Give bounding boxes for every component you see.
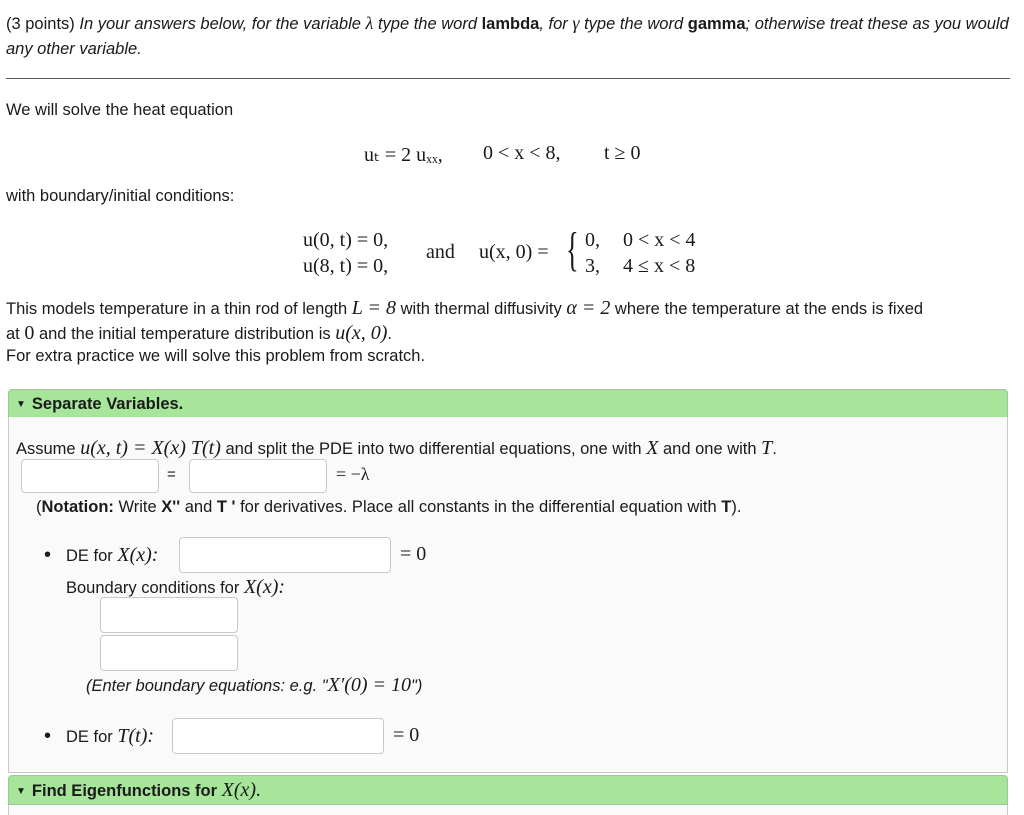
triangle-down-icon: ▼ (16, 399, 26, 410)
de-t-label: DE for T(t): (66, 725, 155, 747)
de-x-input[interactable] (179, 537, 391, 573)
section-eigenfunctions-header[interactable]: ▼ Find Eigenfunctions for X(x). (8, 775, 1008, 805)
bullet-icon: • (44, 544, 52, 566)
bc-input-2[interactable] (100, 635, 238, 671)
neg-lambda: = −λ (336, 464, 370, 484)
de-t-equals-zero: = 0 (393, 724, 420, 746)
bc-label: Boundary conditions for X(x): (66, 576, 286, 598)
boundary-condition-right: u(8, t) = 0, (303, 255, 389, 277)
separation-lhs-input[interactable] (21, 459, 159, 493)
heat-domain: 0 < x < 8, (483, 142, 561, 164)
paragraph-model-line1: This models temperature in a thin rod of length L = 8 with thermal diffusivity α = 2 where the temperature at the ends is fixed (6, 297, 924, 319)
ic-case2-condition: 4 ≤ x < 8 (623, 255, 696, 277)
paragraph-practice: For extra practice we will solve this problem from scratch. (6, 347, 426, 365)
paragraph-heat: We will solve the heat equation (6, 101, 234, 119)
points: (3 points) (6, 15, 75, 33)
de-x-equals-zero: = 0 (400, 543, 427, 565)
divider (6, 78, 1010, 79)
de-t-input[interactable] (172, 718, 384, 754)
bullet-icon: • (44, 725, 52, 747)
bc-hint: (Enter boundary equations: e.g. "X′(0) = 10") (86, 674, 423, 696)
bc-input-1[interactable] (100, 597, 238, 633)
section-eigenfunctions-body (8, 805, 1008, 815)
section-separate-variables-header[interactable]: ▼ Separate Variables. (8, 389, 1008, 418)
ic-case1-value: 0, (585, 229, 600, 251)
heat-equation: uₜ = 2 uₓₓ, (364, 144, 443, 166)
heat-time: t ≥ 0 (604, 142, 641, 164)
initial-condition-lhs: u(x, 0) = (479, 241, 549, 263)
assume-text: Assume u(x, t) = X(x) T(t) and split the PDE into two differential equations, one with X and one with T. (16, 437, 777, 459)
notation-text: (Notation: Write X'' and T ' for derivatives. Place all constants in the differential equation with T). (36, 498, 742, 516)
and-word: and (426, 241, 455, 263)
equals-sign: = (167, 466, 176, 483)
paragraph-conditions: with boundary/initial conditions: (6, 187, 235, 205)
ic-case2-value: 3, (585, 255, 600, 277)
instructions: (3 points) In your answers below, for the variable λ type the word lambda, for γ type the word gamma; otherwise treat these as you would any other variable. (6, 13, 1009, 58)
de-x-label: DE for X(x): (66, 544, 159, 566)
piecewise-brace: { (566, 223, 579, 276)
separation-rhs-input[interactable] (189, 459, 327, 493)
triangle-down-icon: ▼ (16, 786, 26, 797)
ic-case1-condition: 0 < x < 4 (623, 229, 696, 251)
paragraph-model-line2: at 0 and the initial temperature distribution is u(x, 0). (6, 322, 393, 344)
boundary-condition-left: u(0, t) = 0, (303, 229, 389, 251)
